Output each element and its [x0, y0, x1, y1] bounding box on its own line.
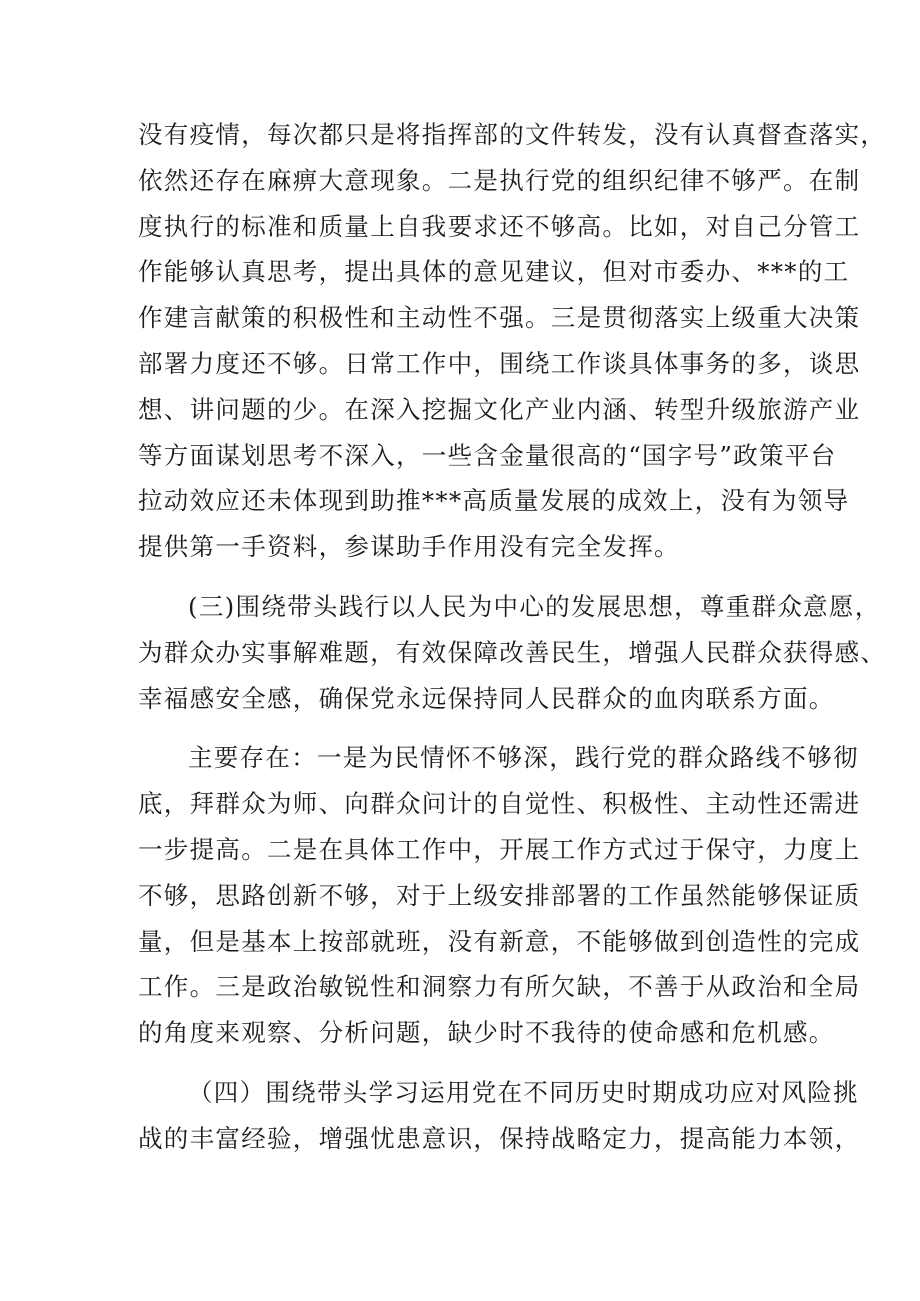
text-line: 底，拜群众为师、向群众问计的自觉性、积极性、主动性还需进 [138, 789, 861, 819]
paragraph [138, 1070, 861, 1162]
text-line: 量，但是基本上按部就班，没有新意，不能够做到创造性的完成 [138, 926, 861, 956]
text-line: （四）围绕带头学习运用党在不同历史时期成功应对风险挑 [188, 1077, 859, 1107]
text-line: 部署力度还不够。日常工作中，围绕工作谈具体事务的多，谈思 [138, 348, 861, 378]
paragraph-gap [138, 1056, 798, 1070]
text-line: 不够，思路创新不够，对于上级安排部署的工作虽然能够保证质 [138, 880, 861, 910]
text-line: 作能够认真思考，提出具体的意见建议，但对市委办、***的工 [138, 257, 850, 287]
text-line: 幸福感安全感，确保党永远保持同人民群众的血肉联系方面。 [138, 683, 835, 713]
text-line: 主要存在：一是为民情怀不够深，践行党的群众路线不够彻 [188, 743, 859, 773]
text-line: 工作。三是政治敏锐性和洞察力有所欠缺，不善于从政治和全局 [138, 972, 861, 1002]
text-line: 拉动效应还未体现到助推***高质量发展的成效上，没有为领导 [138, 486, 850, 516]
text-line: 战的丰富经验，增强忧患意识，保持战略定力，提高能力本领， [138, 1123, 861, 1153]
text-line: 依然还存在麻痹大意现象。二是执行党的组织纪律不够严。在制 [138, 165, 861, 195]
document-body [138, 112, 887, 1162]
paragraph-gap [138, 570, 798, 584]
text-line: 等方面谋划思考不深入，一些含金量很高的“国字号”政策平台 [138, 440, 837, 470]
paragraph [138, 584, 887, 721]
text-line: 的角度来观察、分析问题，缺少时不我待的使命感和危机感。 [138, 1018, 835, 1048]
paragraph-gap [138, 721, 798, 735]
paragraph [138, 735, 861, 1056]
text-line: (三)围绕带头践行以人民为中心的发展思想，尊重群众意愿， [188, 591, 881, 621]
paragraph [138, 112, 887, 570]
text-line: 一步提高。二是在具体工作中，开展工作方式过于保守，力度上 [138, 834, 861, 864]
text-line: 提供第一手资料，参谋助手作用没有完全发挥。 [138, 532, 680, 562]
text-line: 没有疫情，每次都只是将指挥部的文件转发，没有认真督查落实， [138, 120, 887, 149]
text-line: 为群众办实事解难题，有效保障改善民生，增强人民群众获得感、 [138, 637, 887, 667]
text-line: 度执行的标准和质量上自我要求还不够高。比如，对自己分管工 [138, 211, 861, 241]
text-line: 作建言献策的积极性和主动性不强。三是贯彻落实上级重大决策 [138, 303, 861, 333]
text-line: 想、讲问题的少。在深入挖掘文化产业内涵、转型升级旅游产业 [138, 394, 861, 424]
